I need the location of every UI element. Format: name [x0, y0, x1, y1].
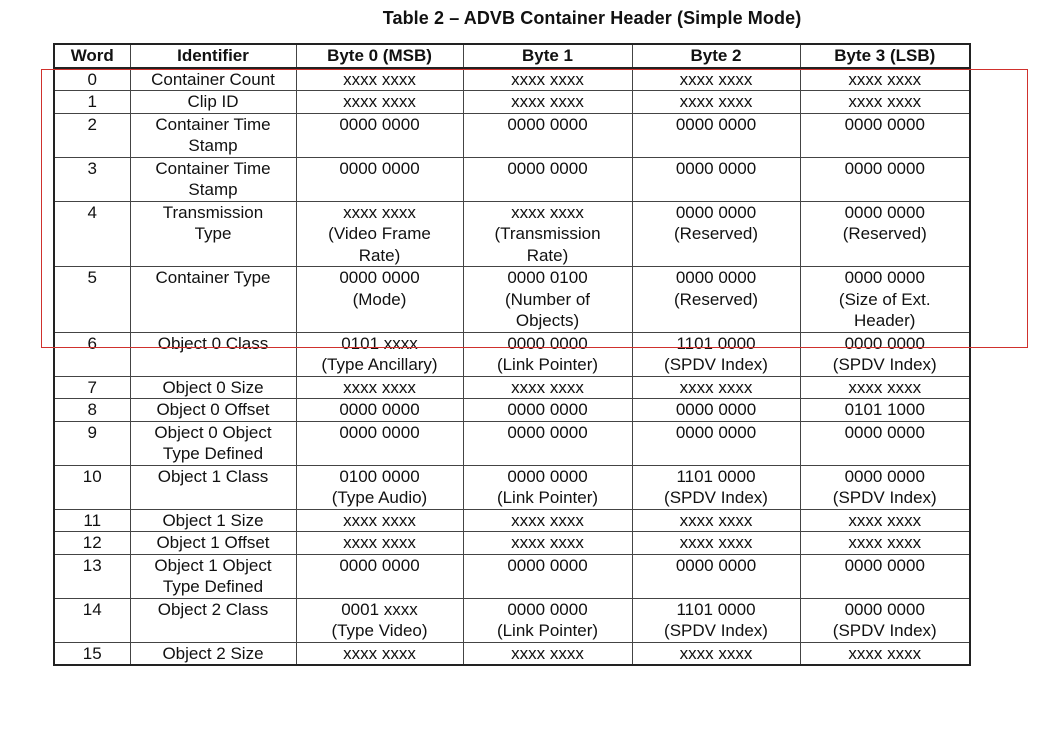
- cell-line: 0000 0000: [339, 400, 420, 419]
- cell-byte-0: [296, 68, 463, 91]
- cell-line: xxxx xxxx: [343, 202, 416, 222]
- cell-byte-2: [632, 376, 800, 399]
- cell-byte-0: [296, 332, 463, 376]
- cell-line: (Type Audio): [331, 488, 428, 507]
- cell-byte-1: [463, 421, 632, 465]
- cell-identifier: [130, 509, 296, 532]
- cell-line: xxxx xxxx: [679, 377, 753, 397]
- cell-byte-3: [800, 554, 970, 598]
- cell-line: Container Time: [155, 114, 271, 134]
- cell-line: xxxx xxxx: [343, 92, 416, 111]
- cell-line: xxxx xxxx: [343, 377, 416, 397]
- cell-line: Rate): [358, 245, 401, 265]
- cell-word: 11: [54, 509, 130, 532]
- cell-line: 1101 0000: [676, 599, 756, 619]
- cell-byte-2: [632, 68, 800, 91]
- cell-line: 0001 xxxx: [341, 599, 418, 619]
- cell-identifier: [130, 399, 296, 422]
- cell-byte-1: [463, 509, 632, 532]
- table-caption: Table 2 – ADVB Container Header (Simple Mode): [382, 8, 802, 28]
- cell-byte-1: [463, 376, 632, 399]
- table-row: [54, 598, 970, 642]
- cell-line: 0000 0000: [675, 268, 757, 287]
- header-byte-3: Byte 3 (LSB): [800, 44, 970, 68]
- cell-line: 0000 0000: [675, 114, 757, 134]
- cell-line: 0101 xxxx: [341, 333, 418, 353]
- cell-word: 12: [54, 532, 130, 555]
- cell-line: xxxx xxxx: [511, 533, 584, 552]
- cell-line: xxxx xxxx: [511, 92, 584, 111]
- cell-byte-0: [296, 267, 463, 333]
- cell-line: xxxx xxxx: [343, 643, 416, 663]
- cell-line: 0000 0000: [844, 555, 925, 575]
- cell-byte-0: [296, 113, 463, 157]
- cell-word: 6: [54, 332, 130, 376]
- cell-line: Type Defined: [162, 444, 264, 463]
- cell-identifier: [130, 532, 296, 555]
- cell-line: Transmission: [162, 202, 264, 222]
- table-row: [54, 267, 970, 333]
- header-word: Word: [54, 44, 130, 68]
- cell-byte-2: [632, 642, 800, 665]
- cell-line: Type Defined: [162, 577, 264, 596]
- cell-byte-1: [463, 465, 632, 509]
- cell-byte-3: [800, 598, 970, 642]
- cell-line: 0000 0000: [844, 422, 925, 442]
- cell-byte-3: [800, 642, 970, 665]
- cell-byte-3: [800, 267, 970, 333]
- cell-word: 13: [54, 554, 130, 598]
- cell-identifier: [130, 91, 296, 114]
- cell-line: (Type Video): [331, 621, 428, 640]
- cell-line: 0000 0000: [675, 202, 757, 222]
- cell-line: xxxx xxxx: [848, 92, 922, 111]
- cell-line: (Link Pointer): [496, 621, 599, 640]
- table-row: [54, 509, 970, 532]
- cell-line: 0000 0000: [339, 114, 420, 134]
- cell-line: (SPDV Index): [664, 621, 768, 640]
- cell-line: xxxx xxxx: [679, 69, 753, 89]
- cell-line: Rate): [526, 245, 569, 265]
- cell-line: (Reserved): [673, 224, 759, 243]
- cell-byte-2: [632, 201, 800, 267]
- cell-byte-0: [296, 399, 463, 422]
- header-byte-0: Byte 0 (MSB): [296, 44, 463, 68]
- cell-byte-2: [632, 113, 800, 157]
- cell-line: xxxx xxxx: [848, 533, 922, 552]
- cell-line: 0000 0000: [844, 202, 925, 222]
- cell-byte-0: [296, 554, 463, 598]
- cell-line: xxxx xxxx: [848, 643, 922, 663]
- cell-line: 0000 0000: [339, 158, 420, 178]
- cell-line: Container Type: [155, 268, 271, 287]
- cell-word: 8: [54, 399, 130, 422]
- cell-line: xxxx xxxx: [679, 533, 753, 552]
- cell-line: Object 1 Class: [157, 466, 269, 486]
- cell-line: 0000 0000: [507, 114, 588, 134]
- cell-line: Object 0 Object: [154, 422, 272, 442]
- cell-line: (Transmission: [494, 224, 601, 243]
- cell-line: Stamp: [188, 136, 238, 155]
- cell-byte-3: [800, 465, 970, 509]
- table-row: [54, 68, 970, 91]
- table-row: [54, 91, 970, 114]
- cell-line: (SPDV Index): [664, 355, 768, 374]
- cell-line: Object 1 Object: [154, 555, 272, 575]
- cell-line: Container Count: [151, 69, 275, 89]
- cell-line: Objects): [515, 311, 580, 330]
- table-row: [54, 421, 970, 465]
- cell-byte-0: [296, 421, 463, 465]
- cell-line: 0000 0000: [507, 333, 588, 353]
- cell-line: xxxx xxxx: [343, 69, 416, 89]
- cell-line: Object 0 Class: [157, 333, 269, 353]
- header-byte-2: Byte 2: [632, 44, 800, 68]
- table-header-row: [54, 44, 970, 68]
- header-byte-1: Byte 1: [463, 44, 632, 68]
- cell-byte-2: [632, 399, 800, 422]
- cell-line: xxxx xxxx: [511, 643, 584, 663]
- cell-word: 14: [54, 598, 130, 642]
- cell-byte-3: [800, 376, 970, 399]
- cell-line: (Reserved): [673, 289, 759, 309]
- cell-line: xxxx xxxx: [848, 69, 922, 89]
- cell-byte-2: [632, 598, 800, 642]
- cell-byte-1: [463, 598, 632, 642]
- cell-line: xxxx xxxx: [511, 510, 584, 530]
- table-row: [54, 399, 970, 422]
- cell-line: (SPDV Index): [832, 488, 937, 507]
- cell-line: 0000 0000: [844, 333, 925, 353]
- cell-line: (Reserved): [842, 224, 927, 243]
- cell-line: (SPDV Index): [664, 488, 768, 507]
- cell-byte-3: [800, 399, 970, 422]
- cell-byte-0: [296, 532, 463, 555]
- cell-identifier: [130, 113, 296, 157]
- cell-byte-1: [463, 68, 632, 91]
- cell-word: 0: [54, 68, 130, 91]
- cell-byte-1: [463, 113, 632, 157]
- cell-line: 0101 1000: [844, 400, 925, 419]
- cell-identifier: [130, 201, 296, 267]
- cell-byte-1: [463, 642, 632, 665]
- cell-identifier: [130, 267, 296, 333]
- cell-identifier: [130, 68, 296, 91]
- cell-byte-1: [463, 91, 632, 114]
- cell-identifier: [130, 376, 296, 399]
- cell-byte-1: [463, 157, 632, 201]
- cell-line: Stamp: [188, 180, 238, 199]
- cell-byte-2: [632, 157, 800, 201]
- cell-word: 2: [54, 113, 130, 157]
- cell-word: 1: [54, 91, 130, 114]
- cell-word: 4: [54, 201, 130, 267]
- cell-line: Container Time: [155, 158, 271, 178]
- cell-line: 0000 0000: [339, 422, 420, 442]
- cell-line: xxxx xxxx: [511, 202, 584, 222]
- table-row: [54, 332, 970, 376]
- cell-word: 10: [54, 465, 130, 509]
- cell-line: xxxx xxxx: [343, 533, 416, 552]
- cell-byte-1: [463, 532, 632, 555]
- cell-line: (Size of Ext.: [838, 289, 931, 309]
- cell-word: 5: [54, 267, 130, 333]
- table-row: [54, 554, 970, 598]
- cell-line: (Number of: [504, 289, 591, 309]
- cell-line: 0100 0000: [339, 466, 420, 486]
- cell-line: Clip ID: [187, 92, 239, 111]
- cell-byte-1: [463, 201, 632, 267]
- cell-line: 0000 0000: [844, 114, 925, 134]
- cell-identifier: [130, 554, 296, 598]
- cell-line: xxxx xxxx: [343, 510, 416, 530]
- table-body: [54, 68, 970, 666]
- table-row: [54, 201, 970, 267]
- table-row: [54, 376, 970, 399]
- cell-byte-3: [800, 509, 970, 532]
- cell-byte-3: [800, 332, 970, 376]
- cell-line: xxxx xxxx: [848, 510, 922, 530]
- cell-line: xxxx xxxx: [679, 92, 753, 111]
- cell-line: Object 0 Offset: [156, 400, 270, 419]
- cell-line: xxxx xxxx: [679, 510, 753, 530]
- cell-byte-0: [296, 509, 463, 532]
- table-row: [54, 642, 970, 665]
- table-row: [54, 532, 970, 555]
- cell-byte-0: [296, 91, 463, 114]
- cell-byte-3: [800, 91, 970, 114]
- cell-byte-3: [800, 157, 970, 201]
- cell-line: Header): [854, 311, 916, 330]
- cell-line: xxxx xxxx: [511, 377, 584, 397]
- cell-byte-2: [632, 465, 800, 509]
- cell-line: 0000 0000: [339, 268, 420, 287]
- cell-byte-3: [800, 532, 970, 555]
- cell-byte-3: [800, 68, 970, 91]
- table-row: [54, 465, 970, 509]
- cell-line: 0000 0100: [507, 268, 588, 287]
- cell-byte-0: [296, 157, 463, 201]
- cell-word: 15: [54, 642, 130, 665]
- cell-line: (Link Pointer): [496, 488, 599, 507]
- cell-byte-0: [296, 642, 463, 665]
- cell-line: (SPDV Index): [832, 621, 937, 640]
- cell-byte-1: [463, 399, 632, 422]
- cell-line: (Link Pointer): [496, 355, 599, 374]
- header-identifier: Identifier: [130, 44, 296, 68]
- cell-line: (Mode): [352, 289, 407, 309]
- cell-line: 0000 0000: [844, 466, 925, 486]
- cell-byte-2: [632, 91, 800, 114]
- cell-line: 0000 0000: [507, 422, 588, 442]
- cell-line: xxxx xxxx: [511, 69, 584, 89]
- cell-line: Object 1 Size: [162, 510, 264, 530]
- cell-byte-0: [296, 201, 463, 267]
- cell-line: 1101 0000: [676, 466, 756, 486]
- cell-line: 0000 0000: [844, 158, 925, 178]
- cell-line: 1101 0000: [676, 333, 756, 353]
- cell-line: Object 2 Class: [157, 599, 269, 619]
- cell-byte-3: [800, 201, 970, 267]
- cell-line: 0000 0000: [507, 466, 588, 486]
- cell-byte-0: [296, 465, 463, 509]
- cell-line: 0000 0000: [507, 555, 588, 575]
- cell-identifier: [130, 598, 296, 642]
- cell-byte-0: [296, 598, 463, 642]
- cell-line: 0000 0000: [507, 158, 588, 178]
- cell-line: 0000 0000: [675, 400, 757, 419]
- advb-container-header-table: [53, 43, 971, 666]
- cell-byte-2: [632, 421, 800, 465]
- cell-byte-1: [463, 554, 632, 598]
- cell-line: xxxx xxxx: [679, 643, 753, 663]
- cell-line: Object 0 Size: [162, 377, 264, 397]
- cell-line: 0000 0000: [675, 555, 757, 575]
- cell-byte-2: [632, 332, 800, 376]
- cell-byte-3: [800, 421, 970, 465]
- cell-word: 9: [54, 421, 130, 465]
- cell-byte-3: [800, 113, 970, 157]
- cell-identifier: [130, 332, 296, 376]
- cell-line: 0000 0000: [675, 158, 757, 178]
- cell-byte-2: [632, 532, 800, 555]
- cell-byte-2: [632, 554, 800, 598]
- table-row: [54, 157, 970, 201]
- cell-line: (SPDV Index): [832, 355, 937, 374]
- cell-line: (Type Ancillary): [321, 355, 438, 374]
- cell-byte-2: [632, 267, 800, 333]
- cell-line: Object 1 Offset: [156, 533, 270, 552]
- cell-identifier: [130, 421, 296, 465]
- cell-line: Type: [194, 224, 232, 243]
- cell-word: 7: [54, 376, 130, 399]
- cell-line: 0000 0000: [844, 599, 925, 619]
- cell-line: 0000 0000: [844, 268, 925, 287]
- cell-line: 0000 0000: [675, 422, 757, 442]
- table-row: [54, 113, 970, 157]
- cell-byte-0: [296, 376, 463, 399]
- cell-byte-1: [463, 267, 632, 333]
- cell-line: (Video Frame: [328, 224, 431, 243]
- cell-line: Object 2 Size: [162, 643, 264, 663]
- cell-line: 0000 0000: [339, 555, 420, 575]
- cell-word: 3: [54, 157, 130, 201]
- cell-line: 0000 0000: [507, 400, 588, 419]
- cell-byte-1: [463, 332, 632, 376]
- cell-byte-2: [632, 509, 800, 532]
- cell-line: 0000 0000: [507, 599, 588, 619]
- cell-identifier: [130, 465, 296, 509]
- cell-identifier: [130, 157, 296, 201]
- cell-line: xxxx xxxx: [848, 377, 922, 397]
- cell-identifier: [130, 642, 296, 665]
